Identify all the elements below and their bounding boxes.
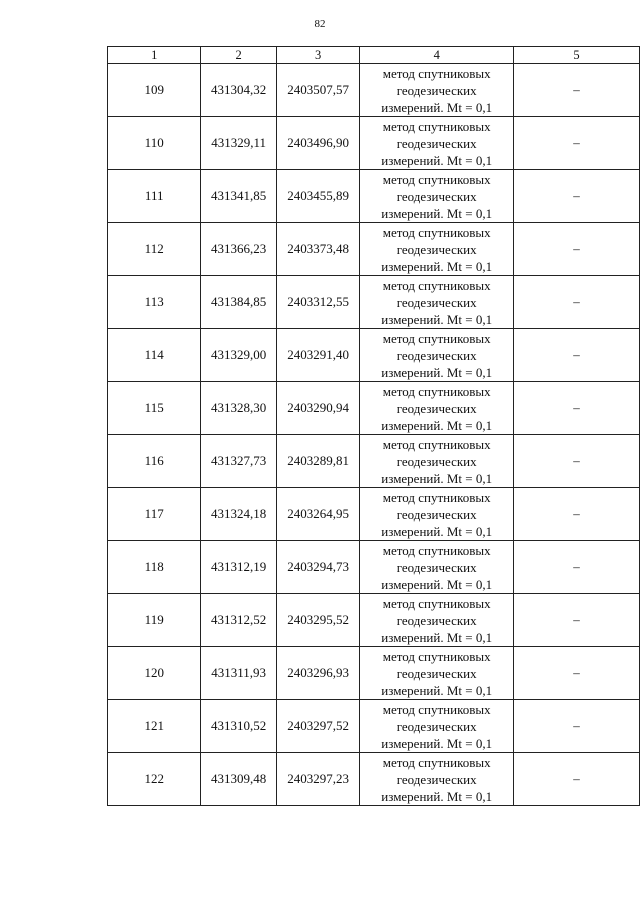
- point-number: 121: [108, 700, 201, 753]
- col5-value: –: [514, 117, 640, 170]
- point-number: 116: [108, 435, 201, 488]
- method-cell: [360, 170, 514, 223]
- coord-x: 431312,52: [201, 594, 277, 647]
- coord-x: 431324,18: [201, 488, 277, 541]
- method-line-1: метод спутниковых: [382, 595, 491, 611]
- method-line-3: измерений. Mt = 0,1: [381, 99, 493, 115]
- col5-value: –: [514, 382, 640, 435]
- table-row: [108, 276, 640, 329]
- point-number: 117: [108, 488, 201, 541]
- point-number: 114: [108, 329, 201, 382]
- method-cell: [360, 435, 514, 488]
- point-number: 119: [108, 594, 201, 647]
- coord-y: 2403289,81: [276, 435, 359, 488]
- coord-y: 2403264,95: [276, 488, 359, 541]
- method-cell: [360, 382, 514, 435]
- method-line-2: геодезических: [396, 347, 477, 363]
- method-cell: [360, 117, 514, 170]
- coord-x: 431309,48: [201, 753, 277, 806]
- table-row: [108, 117, 640, 170]
- method-cell: [360, 541, 514, 594]
- method-line-3: измерений. Mt = 0,1: [381, 629, 493, 645]
- coord-x: 431310,52: [201, 700, 277, 753]
- table-row: [108, 647, 640, 700]
- method-line-1: метод спутниковых: [382, 65, 491, 81]
- method-line-3: измерений. Mt = 0,1: [381, 417, 493, 433]
- point-number: 115: [108, 382, 201, 435]
- method-cell: [360, 64, 514, 117]
- method-line-3: измерений. Mt = 0,1: [381, 311, 493, 327]
- coord-y: 2403295,52: [276, 594, 359, 647]
- point-number: 111: [108, 170, 201, 223]
- method-line-1: метод спутниковых: [382, 171, 491, 187]
- coord-y: 2403455,89: [276, 170, 359, 223]
- method-cell: [360, 488, 514, 541]
- method-line-3: измерений. Mt = 0,1: [381, 470, 493, 486]
- col5-value: –: [514, 329, 640, 382]
- method-line-1: метод спутниковых: [382, 118, 491, 134]
- method-line-2: геодезических: [396, 400, 477, 416]
- coord-y: 2403297,52: [276, 700, 359, 753]
- table-row: [108, 64, 640, 117]
- point-number: 118: [108, 541, 201, 594]
- header-row: [108, 47, 640, 64]
- method-line-3: измерений. Mt = 0,1: [381, 205, 493, 221]
- coord-x: 431329,00: [201, 329, 277, 382]
- method-line-2: геодезических: [396, 559, 477, 575]
- point-number: 122: [108, 753, 201, 806]
- method-line-2: геодезических: [396, 665, 477, 681]
- coordinates-table: [107, 46, 640, 806]
- point-number: 109: [108, 64, 201, 117]
- method-line-1: метод спутниковых: [382, 542, 491, 558]
- col5-value: –: [514, 541, 640, 594]
- coord-y: 2403373,48: [276, 223, 359, 276]
- point-number: 113: [108, 276, 201, 329]
- table-body: [108, 64, 640, 806]
- col5-value: –: [514, 435, 640, 488]
- method-line-2: геодезических: [396, 506, 477, 522]
- method-line-2: геодезических: [396, 612, 477, 628]
- coord-x: 431327,73: [201, 435, 277, 488]
- col5-value: –: [514, 647, 640, 700]
- method-line-1: метод спутниковых: [382, 224, 491, 240]
- col5-value: –: [514, 488, 640, 541]
- col5-value: –: [514, 700, 640, 753]
- point-number: 120: [108, 647, 201, 700]
- coord-y: 2403294,73: [276, 541, 359, 594]
- coord-x: 431311,93: [201, 647, 277, 700]
- header-col-2: 2: [201, 47, 277, 64]
- method-line-3: измерений. Mt = 0,1: [381, 523, 493, 539]
- method-line-2: геодезических: [396, 453, 477, 469]
- method-cell: [360, 700, 514, 753]
- method-cell: [360, 223, 514, 276]
- coord-x: 431384,85: [201, 276, 277, 329]
- col5-value: –: [514, 223, 640, 276]
- point-number: 110: [108, 117, 201, 170]
- table-row: [108, 382, 640, 435]
- page-number: 82: [314, 18, 326, 30]
- coord-y: 2403507,57: [276, 64, 359, 117]
- table-row: [108, 700, 640, 753]
- coord-x: 431341,85: [201, 170, 277, 223]
- header-col-4: 4: [360, 47, 514, 64]
- table-row: [108, 541, 640, 594]
- table-row: [108, 753, 640, 806]
- method-line-2: геодезических: [396, 718, 477, 734]
- method-line-1: метод спутниковых: [382, 754, 491, 770]
- table-row: [108, 594, 640, 647]
- table-row: [108, 223, 640, 276]
- method-line-1: метод спутниковых: [382, 701, 491, 717]
- col5-value: –: [514, 276, 640, 329]
- method-cell: [360, 594, 514, 647]
- coord-x: 431328,30: [201, 382, 277, 435]
- method-line-2: геодезических: [396, 188, 477, 204]
- header-col-3: 3: [276, 47, 359, 64]
- method-cell: [360, 753, 514, 806]
- col5-value: –: [514, 170, 640, 223]
- point-number: 112: [108, 223, 201, 276]
- table-row: [108, 435, 640, 488]
- method-line-3: измерений. Mt = 0,1: [381, 364, 493, 380]
- method-line-2: геодезических: [396, 241, 477, 257]
- method-line-3: измерений. Mt = 0,1: [381, 152, 493, 168]
- header-col-1: 1: [108, 47, 201, 64]
- method-line-1: метод спутниковых: [382, 436, 491, 452]
- method-line-3: измерений. Mt = 0,1: [381, 258, 493, 274]
- table-row: [108, 170, 640, 223]
- coord-y: 2403291,40: [276, 329, 359, 382]
- method-line-1: метод спутниковых: [382, 383, 491, 399]
- method-line-2: геодезических: [396, 82, 477, 98]
- coord-y: 2403312,55: [276, 276, 359, 329]
- method-line-1: метод спутниковых: [382, 489, 491, 505]
- method-line-3: измерений. Mt = 0,1: [381, 735, 493, 751]
- col5-value: –: [514, 594, 640, 647]
- method-cell: [360, 647, 514, 700]
- coord-y: 2403290,94: [276, 382, 359, 435]
- table-row: [108, 488, 640, 541]
- coord-x: 431329,11: [201, 117, 277, 170]
- header-col-5: 5: [514, 47, 640, 64]
- method-line-3: измерений. Mt = 0,1: [381, 788, 493, 804]
- method-line-2: геодезических: [396, 135, 477, 151]
- coord-y: 2403296,93: [276, 647, 359, 700]
- method-line-3: измерений. Mt = 0,1: [381, 576, 493, 592]
- coord-x: 431312,19: [201, 541, 277, 594]
- coord-x: 431304,32: [201, 64, 277, 117]
- col5-value: –: [514, 64, 640, 117]
- method-line-2: геодезических: [396, 771, 477, 787]
- method-cell: [360, 329, 514, 382]
- col5-value: –: [514, 753, 640, 806]
- coord-y: 2403496,90: [276, 117, 359, 170]
- method-line-2: геодезических: [396, 294, 477, 310]
- method-cell: [360, 276, 514, 329]
- coord-y: 2403297,23: [276, 753, 359, 806]
- method-line-1: метод спутниковых: [382, 648, 491, 664]
- coord-x: 431366,23: [201, 223, 277, 276]
- method-line-1: метод спутниковых: [382, 277, 491, 293]
- table-row: [108, 329, 640, 382]
- method-line-1: метод спутниковых: [382, 330, 491, 346]
- method-line-3: измерений. Mt = 0,1: [381, 682, 493, 698]
